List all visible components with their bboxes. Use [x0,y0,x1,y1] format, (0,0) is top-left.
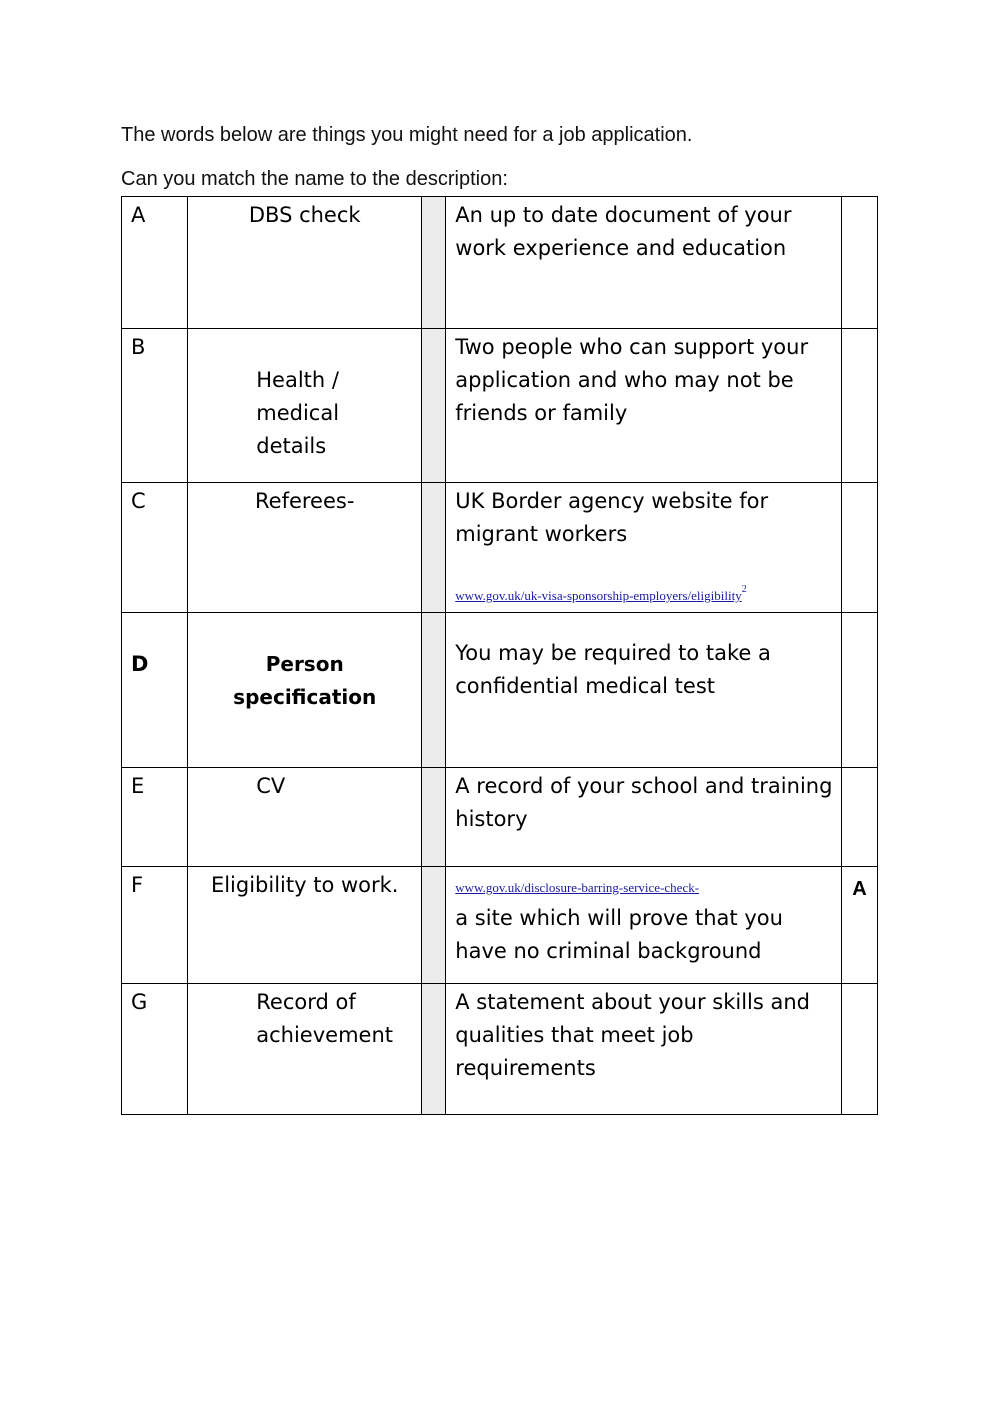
term-cell [188,329,422,483]
answer-cell[interactable] [841,197,877,329]
term-cell [188,613,422,768]
row-letter: C [131,489,146,513]
row-letter-cell [122,329,188,483]
term-cell [188,867,422,984]
row-letter: D [131,652,149,676]
dbs-check-link[interactable]: www.gov.uk/disclosure-barring-service-check- [455,880,700,895]
description-text: a site which will prove that you have no criminal background [455,906,783,963]
answer-text: A [852,878,867,900]
row-letter: B [131,335,146,359]
answer-cell[interactable] [841,984,877,1115]
term-text: CV [256,774,286,798]
description-text: A statement about your skills and qualities that meet job requirements [455,990,810,1080]
answer-text [842,329,877,335]
term-cell [188,984,422,1115]
answer-cell[interactable] [841,483,877,613]
term-text: Person specification [233,652,377,709]
visa-eligibility-link[interactable]: www.gov.uk/uk-visa-sponsorship-employers/eligibility [455,588,742,603]
row-letter: E [131,774,145,798]
row-letter-cell [122,867,188,984]
description-text: Two people who can support your application and who may not be friends or family [455,335,809,425]
gap-cell [422,984,446,1115]
row-letter-cell [122,768,188,867]
footnote-marker: 2 [741,584,747,595]
table-row [122,613,878,768]
term-cell [188,483,422,613]
gap-cell [422,197,446,329]
gap-cell [422,867,446,984]
answer-text [842,197,877,203]
gap-cell [422,613,446,768]
description-cell [446,867,842,984]
row-letter-cell [122,613,188,768]
answer-text [842,768,877,774]
row-letter: F [131,873,144,897]
gap-cell [422,329,446,483]
answer-text [842,613,877,619]
row-letter: G [131,990,148,1014]
description-text: An up to date document of your work experience and education [455,203,792,260]
description-cell [446,984,842,1115]
term-text: Health / medical details [256,368,340,458]
answer-cell[interactable] [841,613,877,768]
row-letter-cell [122,197,188,329]
gap-cell [422,768,446,867]
table-row [122,867,878,984]
table-row [122,984,878,1115]
matching-table [121,196,878,1115]
table-row [122,768,878,867]
term-text: DBS check [248,203,361,227]
table-row [122,197,878,329]
description-text: You may be required to take a confidential medical test [455,641,771,698]
term-text: Eligibility to work. [210,873,399,897]
gap-cell [422,483,446,613]
instruction-line-2: Can you match the name to the description: [121,168,508,190]
answer-text [842,984,877,990]
answer-cell[interactable] [841,768,877,867]
table-row [122,483,878,613]
description-cell [446,768,842,867]
row-letter-cell [122,483,188,613]
description-text: UK Border agency website for migrant workers [455,489,769,546]
table-row [122,329,878,483]
instruction-line-1: The words below are things you might need for a job application. [121,124,693,146]
description-cell [446,613,842,768]
answer-text [842,483,877,489]
description-text: A record of your school and training history [455,774,833,831]
term-text: Referees- [255,489,355,513]
row-letter-cell [122,984,188,1115]
description-cell [446,197,842,329]
description-cell [446,329,842,483]
answer-cell[interactable] [841,867,877,984]
term-text: Record of achievement [256,990,393,1047]
term-cell [188,197,422,329]
row-letter: A [131,203,146,227]
term-cell [188,768,422,867]
answer-cell[interactable] [841,329,877,483]
description-cell [446,483,842,613]
